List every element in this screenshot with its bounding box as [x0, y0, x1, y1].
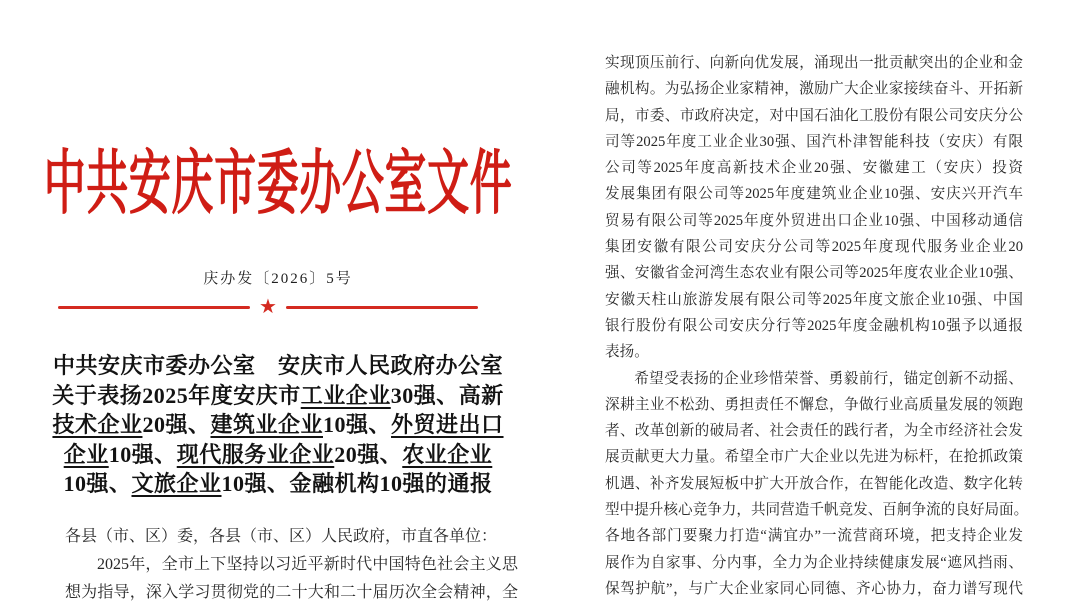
page2-line: 者、改革创新的破局者、社会责任的践行者，为全市经济社会发	[605, 423, 1023, 440]
salutation-line: 各县（市、区）委，各县（市、区）人民政府，市直各单位：	[65, 528, 498, 545]
page2-line: 发展集团有限公司等2025年度建筑业企业10强、安庆兴开汽车	[605, 186, 1023, 203]
page2-line: 希望受表扬的企业珍惜荣誉、勇毅前行，锚定创新不动摇、	[634, 370, 1023, 387]
page1-body	[65, 523, 518, 607]
page2-line: 司等2025年度工业企业30强、国汽朴津智能科技（安庆）有限	[605, 133, 1023, 150]
document-title	[42, 351, 514, 499]
title-line	[42, 440, 514, 470]
page2-line: 强、安徽省金河湾生态农业有限公司等2025年度农业企业10强、	[605, 265, 1023, 282]
page2-line: 局，市委、市政府决定，对中国石油化工股份有限公司安庆分公	[605, 107, 1023, 124]
title-line	[42, 351, 514, 381]
red-star-icon: ★	[259, 295, 277, 318]
red-rule-right	[286, 306, 478, 309]
page2-line: 实现顶压前行、向新向优发展，涌现出一批贡献突出的企业和金	[605, 55, 1023, 71]
title-segment: 20强、	[142, 412, 211, 437]
title-segment-underlined: 外贸进出口	[391, 412, 504, 437]
page2-line: 表扬。	[605, 344, 649, 361]
page-right	[605, 50, 1029, 602]
page2-line: 集团安徽有限公司安庆分公司等2025年度现代服务业企业20	[605, 239, 1023, 256]
title-segment-underlined: 工业企业	[300, 382, 391, 408]
title-segment: 中共安庆市委办公室 安庆市人民政府办公室	[52, 353, 503, 378]
red-rule-left	[58, 306, 250, 309]
title-line	[42, 469, 514, 499]
red-divider	[58, 297, 478, 317]
page2-line: 保驾护航”，与广大企业家同心同德、齐心协力，奋力谱写现代	[605, 580, 1023, 597]
page2-line: 各地各部门要聚力打造“满宜办”一流营商环境，把支持企业发	[605, 528, 1023, 545]
title-segment-underlined: 现代服务业企业	[176, 441, 335, 467]
title-segment: 关于表扬2025年度安庆市	[52, 382, 301, 408]
page2-line: 安徽天柱山旅游发展有限公司等2025年度文旅企业10强、中国	[605, 291, 1023, 308]
title-segment-underlined: 企业	[63, 441, 109, 467]
title-segment-underlined: 农业企业	[402, 441, 493, 467]
page2-line: 融机构。为弘扬企业家精神，激励广大企业家接续奋斗、开拓新	[605, 81, 1023, 98]
page2-line: 展作为自家事、分内事，全力为企业持续健康发展“遮风挡雨、	[605, 554, 1023, 571]
doc-number: 庆办发〔2026〕5号	[203, 271, 353, 287]
page2-line: 深耕主业不松劲、勇担责任不懈怠，争做行业高质量发展的领跑	[605, 396, 1023, 413]
page2-line: 贸易有限公司等2025年度外贸进出口企业10强、中国移动通信	[605, 212, 1023, 229]
title-segment: 10强、	[63, 471, 132, 496]
page2-line: 展贡献更大力量。希望全市广大企业以先进为标杆，在抢抓政策	[605, 449, 1023, 466]
body-line: 2025年，全市上下坚持以习近平新时代中国特色社会主义思	[97, 556, 518, 573]
title-segment-underlined: 建筑业企业	[210, 412, 323, 437]
page2-line: 型中提升核心竞争力，共同营造千帆竞发、百舸争流的良好局面。	[605, 502, 1029, 519]
title-line	[42, 381, 514, 411]
title-segment: 20强、	[334, 441, 403, 467]
page-left	[42, 0, 518, 607]
title-segment: 10强、金融机构10强的通报	[221, 471, 493, 496]
title-segment-underlined: 技术企业	[52, 412, 143, 437]
body-line: 想为指导，深入学习贯彻党的二十大和二十届历次全会精神，全	[65, 584, 518, 601]
title-segment-underlined: 文旅企业	[131, 471, 222, 496]
page2-line: 银行股份有限公司安庆分行等2025年度金融机构10强予以通报	[605, 317, 1023, 334]
title-segment: 10强、	[323, 412, 392, 437]
page2-line: 机遇、补齐发展短板中扩大开放合作，在智能化改造、数字化转	[605, 475, 1023, 492]
title-line	[42, 410, 514, 440]
red-letterhead-title: 中共安庆市委办公室文件	[43, 146, 513, 223]
page2-line: 公司等2025年度高新技术企业20强、安徽建工（安庆）投资	[605, 160, 1023, 177]
title-segment: 30强、高新	[390, 382, 504, 408]
title-segment: 10强、	[108, 441, 177, 467]
